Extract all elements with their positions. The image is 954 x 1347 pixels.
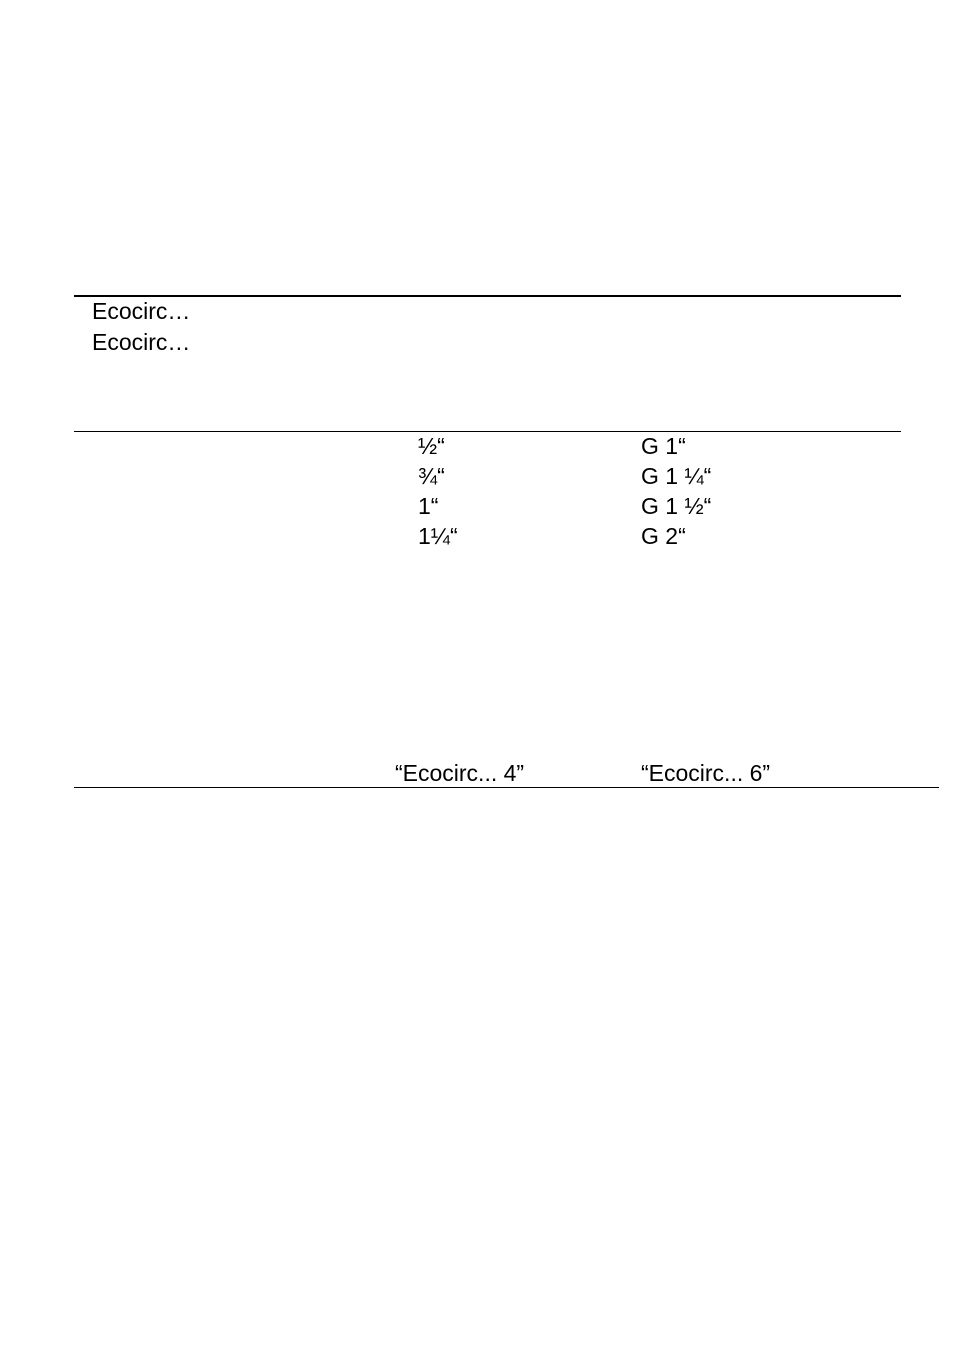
thread-cell: G 1“ bbox=[641, 433, 686, 459]
pipe-size-cell: 1“ bbox=[418, 493, 439, 519]
table-header-rule bbox=[74, 431, 901, 432]
footer-model-6: “Ecocirc... 6” bbox=[641, 760, 771, 786]
model-name-2: Ecocirc… bbox=[92, 329, 191, 355]
thread-cell: G 1 ½“ bbox=[641, 493, 712, 519]
pipe-size-cell: ¾“ bbox=[418, 463, 445, 489]
thread-cell: G 2“ bbox=[641, 523, 686, 549]
pipe-size-cell: 1¼“ bbox=[418, 523, 458, 549]
table-top-rule bbox=[74, 295, 901, 297]
footer-model-4: “Ecocirc... 4” bbox=[395, 760, 525, 786]
thread-cell: G 1 ¼“ bbox=[641, 463, 712, 489]
pipe-size-cell: ½“ bbox=[418, 433, 445, 459]
table-bottom-rule bbox=[74, 787, 939, 788]
model-name-1: Ecocirc… bbox=[92, 298, 191, 324]
